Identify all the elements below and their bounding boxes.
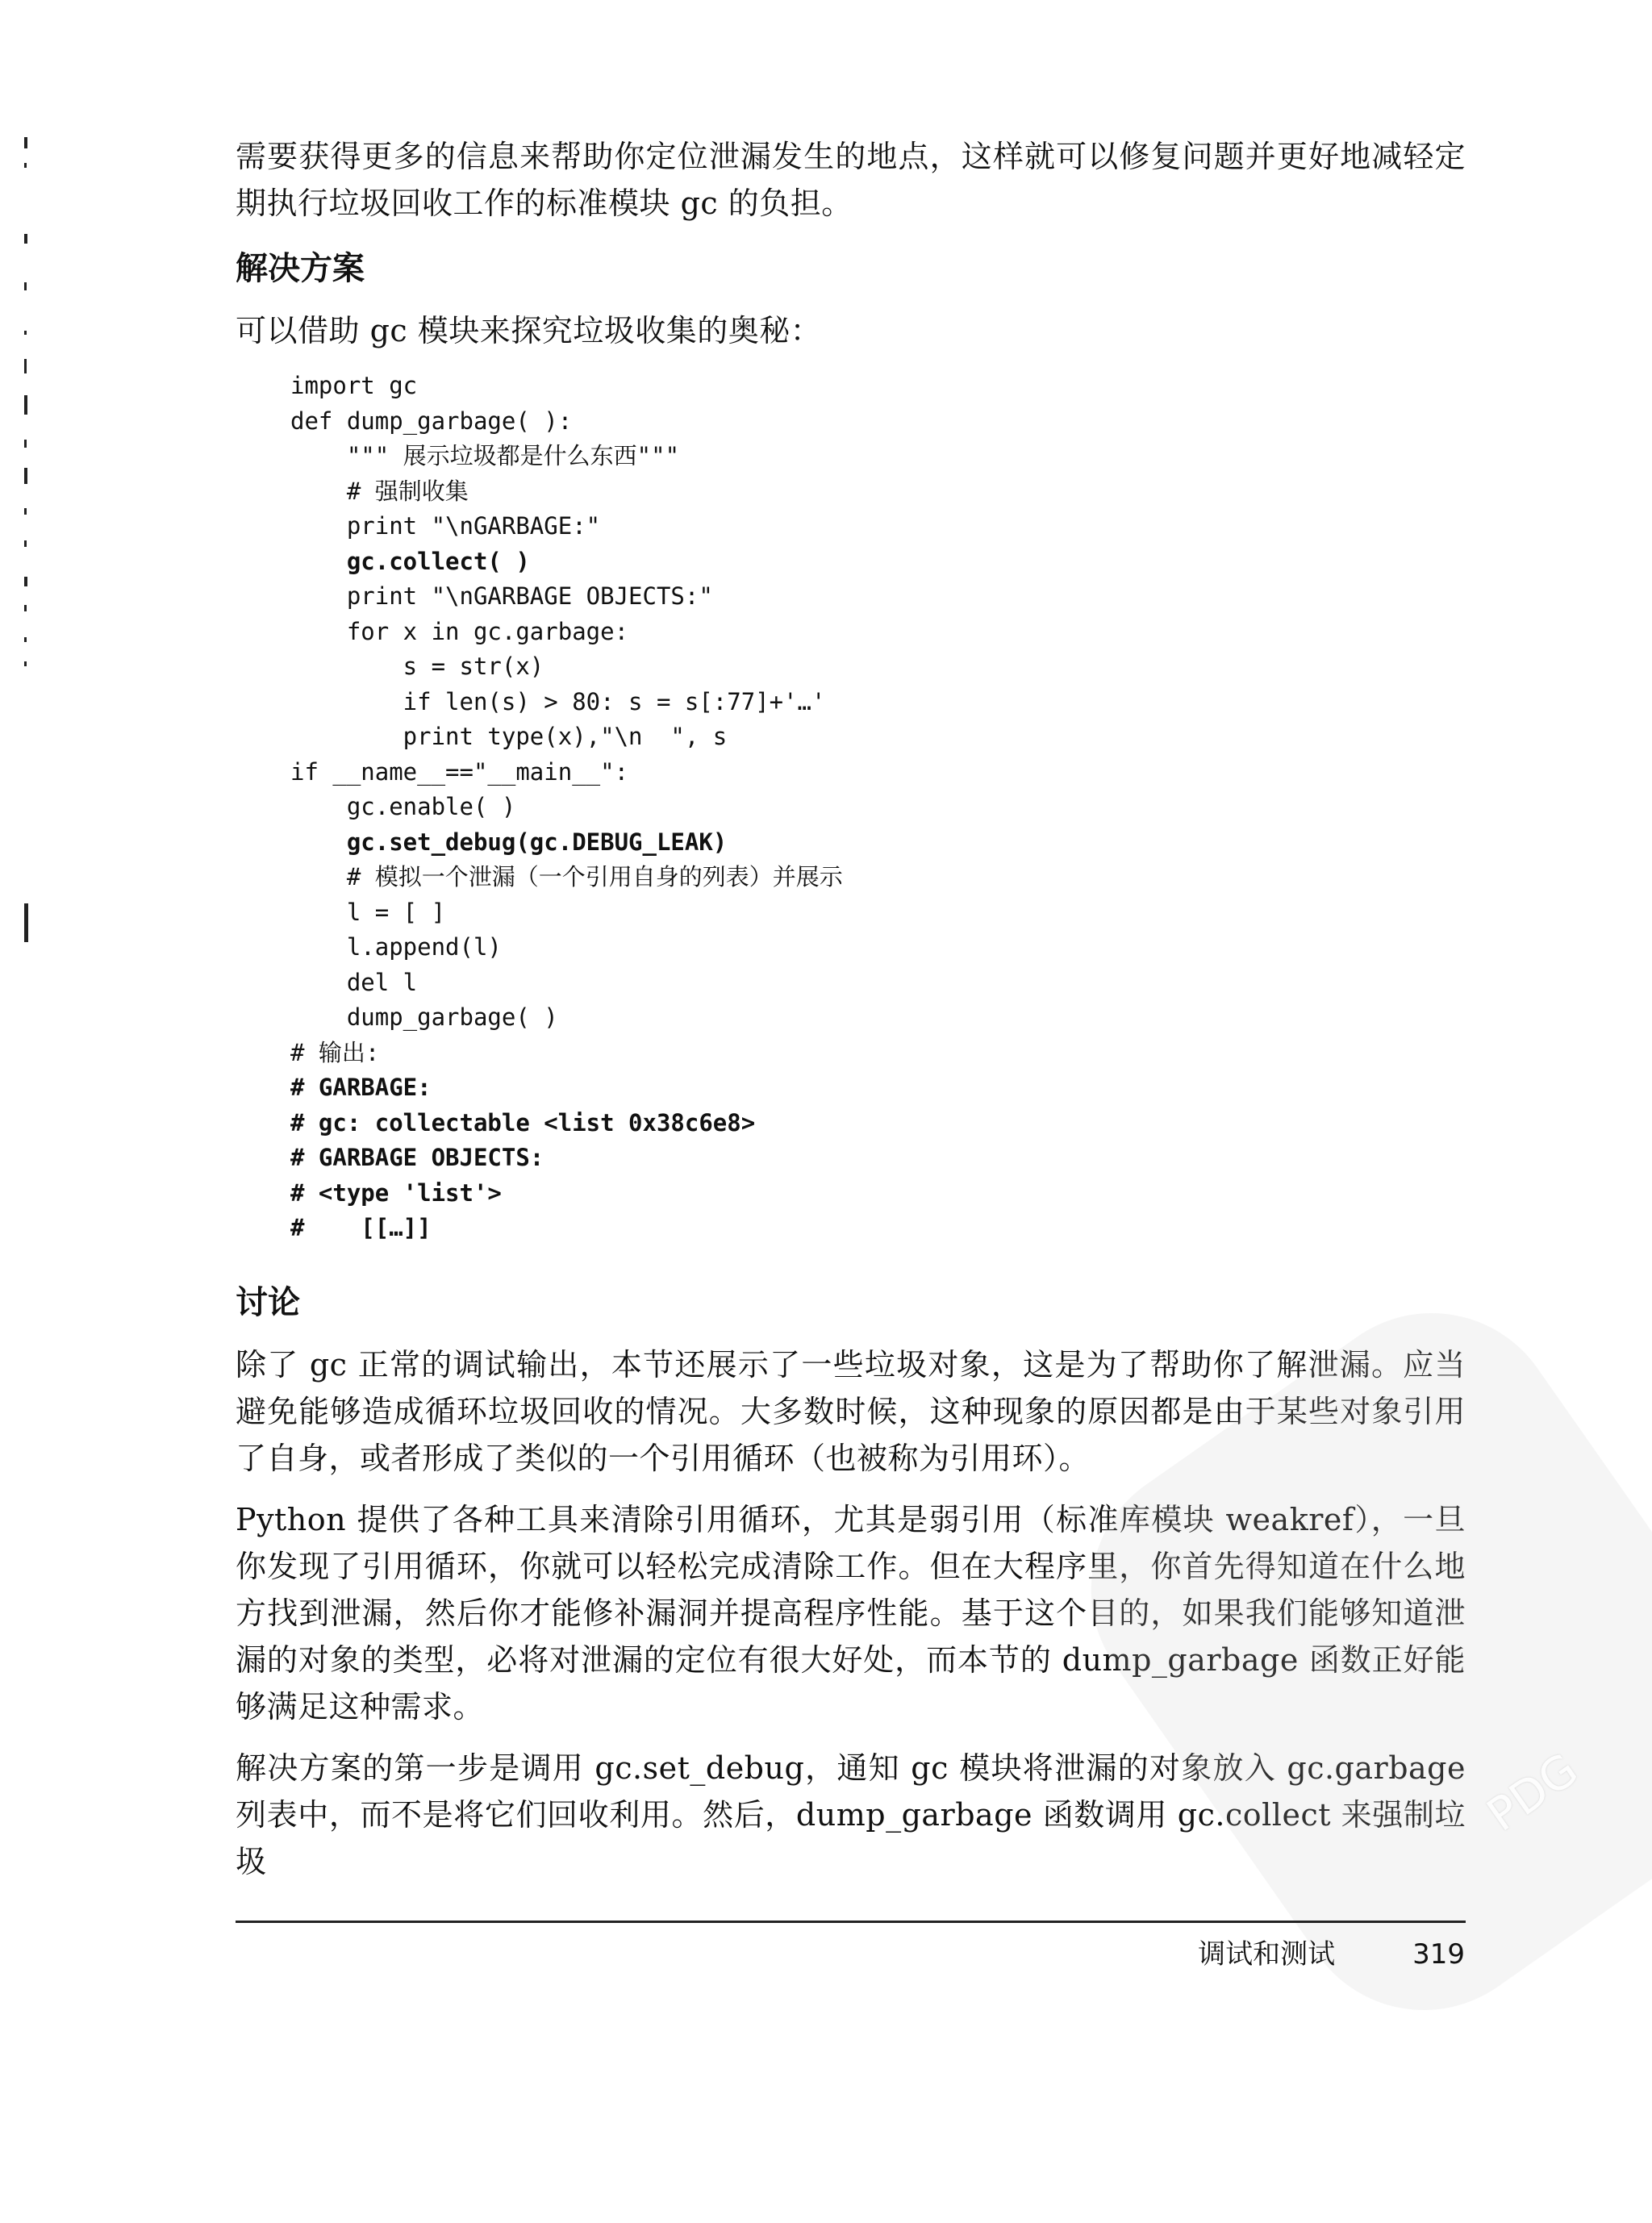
code-line: gc.collect( )	[290, 547, 530, 575]
discussion-heading: 讨论	[236, 1283, 300, 1321]
code-line: l.append(l)	[290, 933, 502, 961]
code-line: s = str(x)	[290, 653, 544, 680]
code-line: def dump_garbage( ):	[290, 407, 573, 435]
code-line: print "\nGARBAGE:"	[290, 512, 601, 540]
code-line: # GARBAGE OBJECTS:	[290, 1144, 544, 1171]
solution-heading: 解决方案	[236, 250, 365, 287]
watermark-text: PDG	[1478, 1743, 1588, 1842]
code-line: # [[…]]	[290, 1214, 432, 1241]
code-line: import gc	[290, 372, 418, 399]
code-listing	[290, 369, 1466, 1246]
discussion-paragraph-1: 除了 gc 正常的调试输出，本节还展示了一些垃圾对象，这是为了帮助你了解泄漏。应当避免能够造成循环垃圾回收的情况。大多数时候，这种现象的原因都是由于某些对象引用了自身，或者形成了类似的一个引用循环（也被称为引用环）。	[236, 1346, 1466, 1476]
code-line: # gc: collectable <list 0x38c6e8>	[290, 1108, 756, 1137]
scan-margin-marks	[16, 129, 40, 984]
code-line: print "\nGARBAGE OBJECTS:"	[290, 582, 713, 610]
code-line: dump_garbage( )	[290, 1003, 558, 1031]
code-line: if __name__=="__main__":	[290, 757, 629, 786]
code-line: # 强制收集	[290, 477, 469, 505]
solution-paragraph: 可以借助 gc 模块来探究垃圾收集的奥秘：	[236, 313, 822, 348]
code-line: # 输出:	[290, 1038, 380, 1066]
code-line: del l	[290, 968, 418, 996]
code-line: for x in gc.garbage:	[290, 617, 629, 645]
code-line: gc.set_debug(gc.DEBUG_LEAK)	[290, 828, 728, 856]
code-line: print type(x),"\n ", s	[290, 723, 728, 750]
code-line: # 模拟一个泄漏（一个引用自身的列表）并展示	[290, 863, 843, 890]
discussion-paragraph-3: 解决方案的第一步是调用 gc.set_debug，通知 gc 模块将泄漏的对象放入 gc.garbage 列表中，而不是将它们回收利用。然后，dump_garbage 函数调用 gc.collect 来强制垃圾	[236, 1750, 1466, 1879]
code-line: # GARBAGE:	[290, 1074, 432, 1101]
page-footer	[1198, 1936, 1465, 1973]
code-line: if len(s) > 80: s = s[:77]+'…'	[290, 687, 826, 715]
intro-paragraph: 需要获得更多的信息来帮助你定位泄漏发生的地点，这样就可以修复问题并更好地减轻定期执行垃圾回收工作的标准模块 gc 的负担。	[236, 139, 1466, 221]
code-line: gc.enable( )	[290, 793, 516, 820]
discussion-paragraph-2: Python 提供了各种工具来清除引用循环，尤其是弱引用（标准库模块 weakref），一旦你发现了引用循环，你就可以轻松完成清除工作。但在大程序里，你首先得知道在什么地方找到泄漏，然后你才能修补漏洞并提高程序性能。基于这个目的，如果我们能够知道泄漏的对象的类型，必将对泄漏的定位有很大好处，而本节的 dump_garbage 函数正好能够满足这种需求。	[236, 1501, 1466, 1725]
footer-chapter-title: 调试和测试	[1198, 1938, 1336, 1971]
footer-divider	[236, 1921, 1466, 1923]
code-line: # <type 'list'>	[290, 1178, 502, 1207]
code-line: l = [ ]	[290, 898, 446, 926]
code-line: """ 展示垃圾都是什么东西"""	[290, 442, 680, 469]
page-number: 319	[1412, 1938, 1465, 1971]
